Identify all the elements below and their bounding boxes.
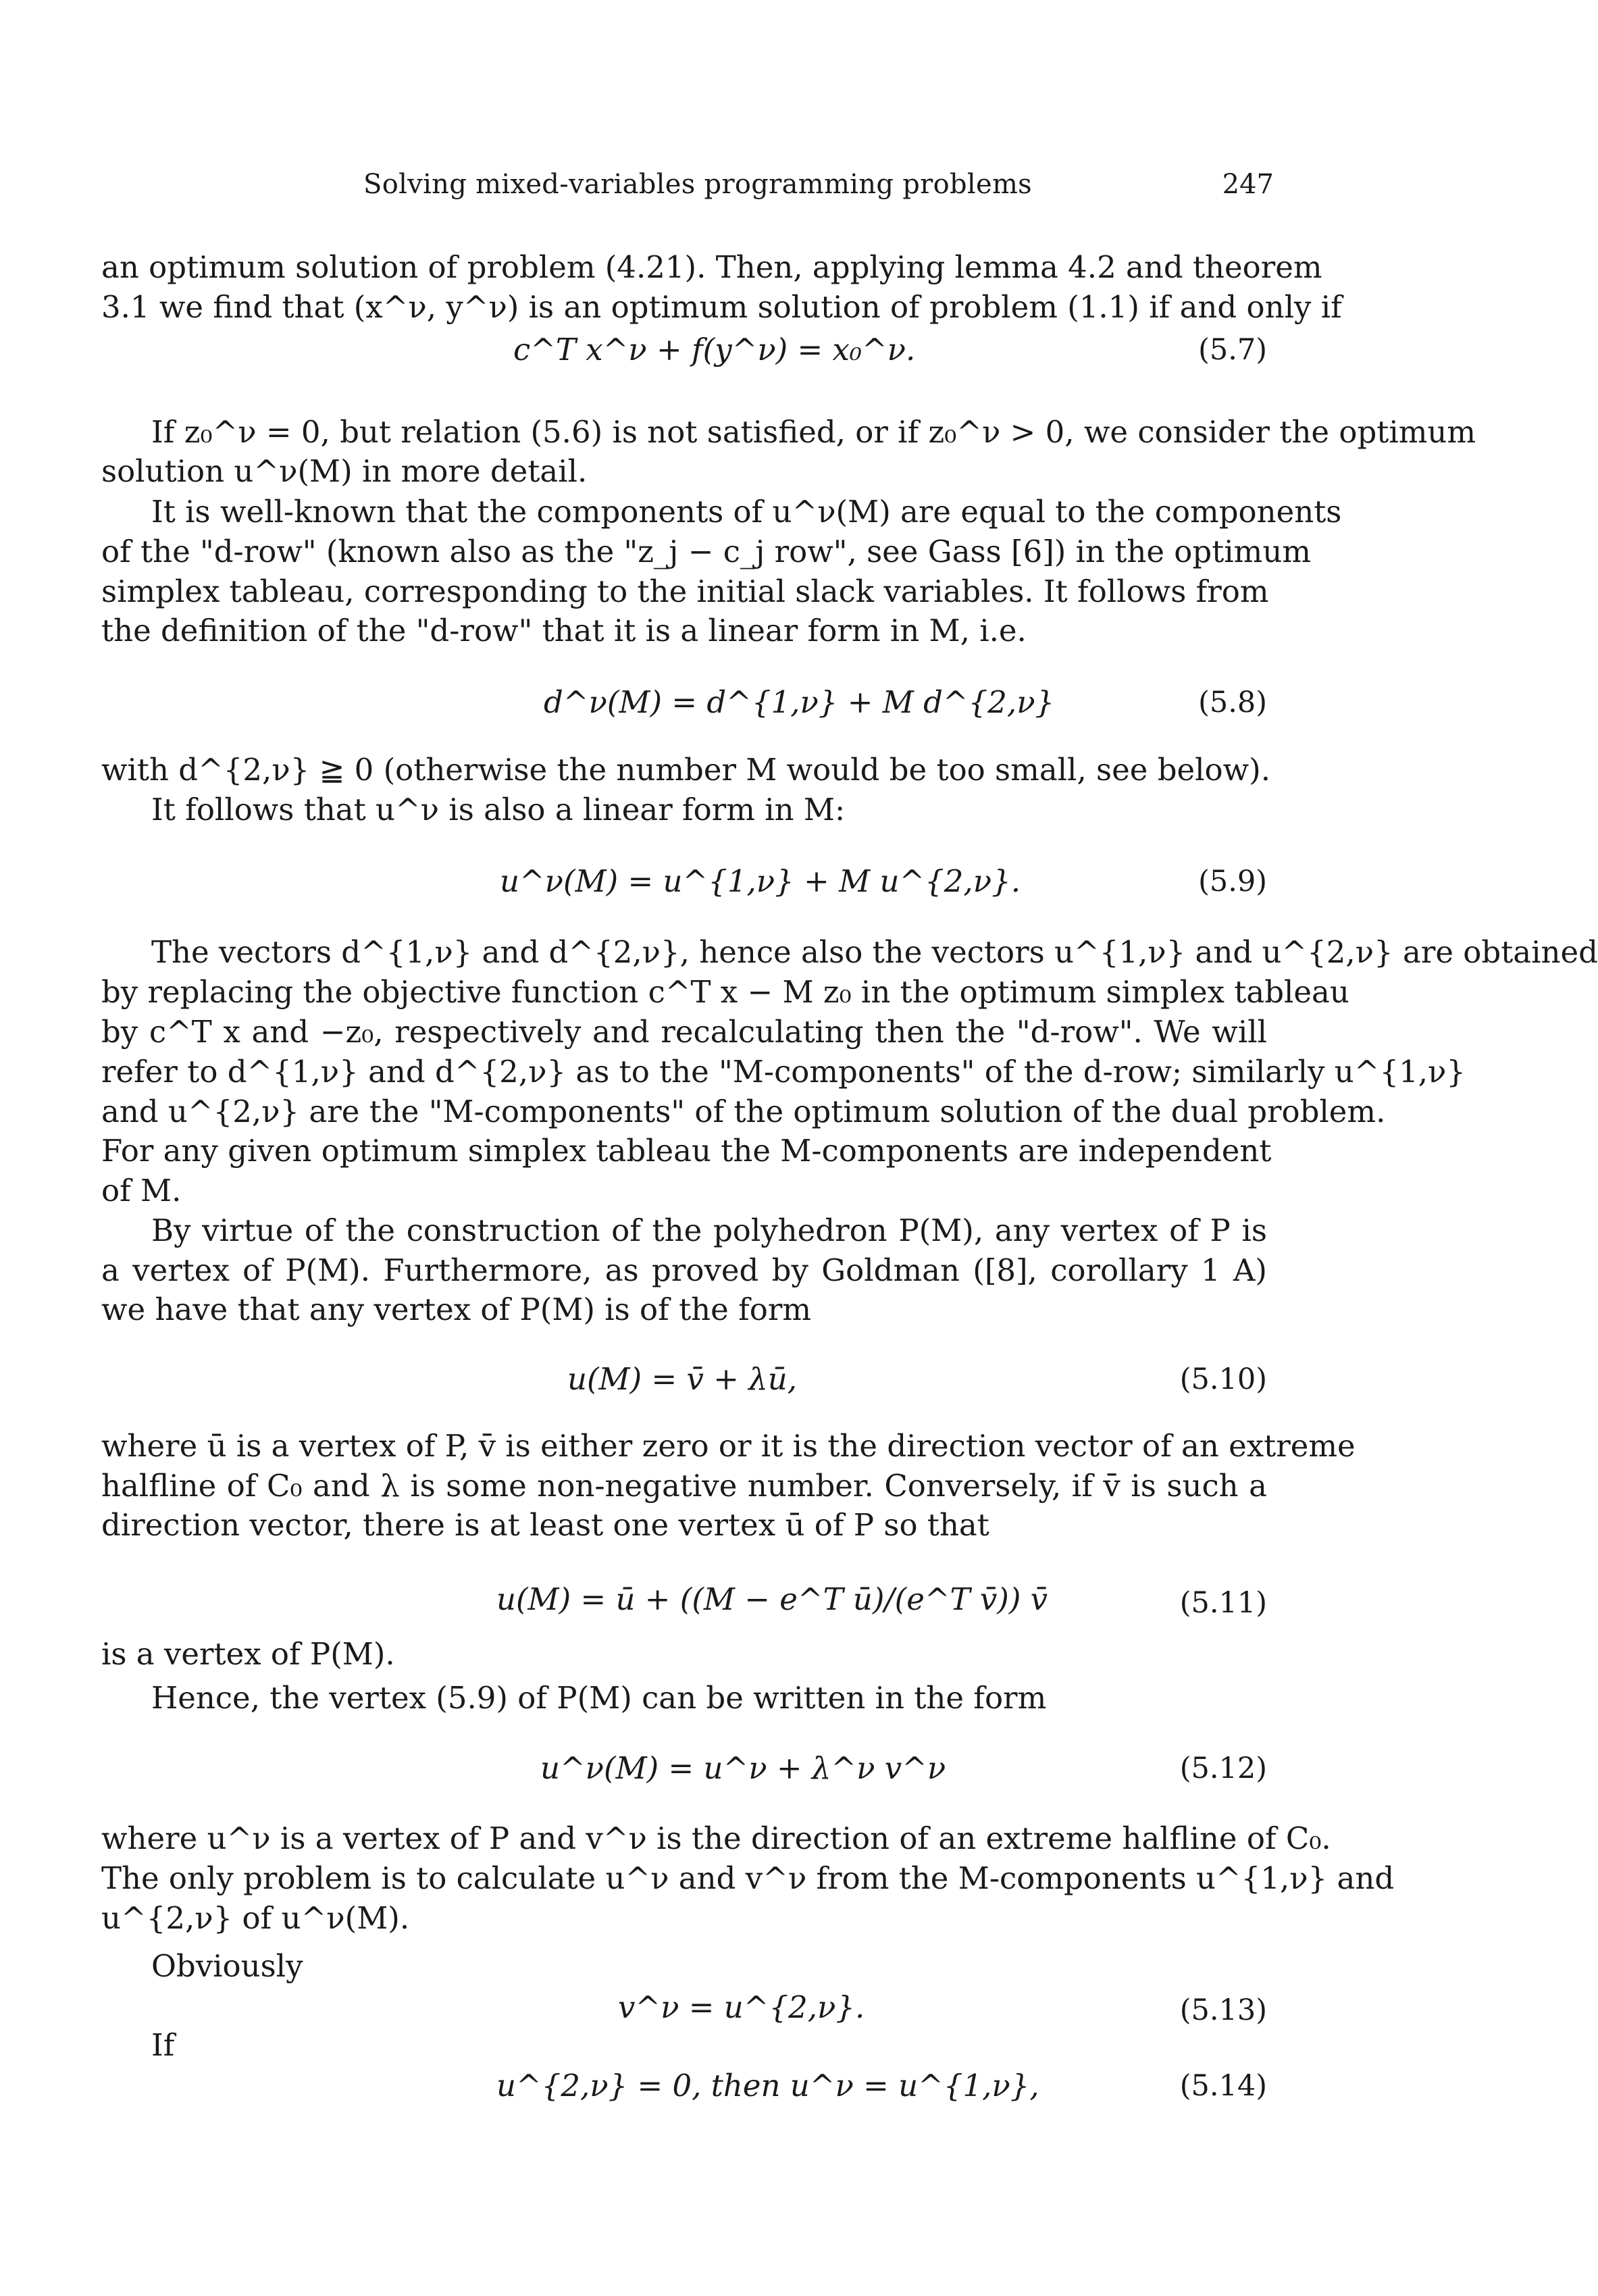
text-line: u^{2,ν} of u^ν(M). bbox=[101, 1900, 410, 1936]
text-line: by c^T x and −z₀, respectively and recalculating then the "d-row". We will bbox=[101, 1014, 1267, 1050]
text-line: an optimum solution of problem (4.21). Then, applying lemma 4.2 and theorem bbox=[101, 249, 1322, 285]
text-line: and u^{2,ν} are the "M-components" of the optimum solution of the dual problem. bbox=[101, 1094, 1386, 1129]
equation-5-10: u(M) = v̄ + λū, bbox=[567, 1361, 798, 1397]
equation-number: (5.12) bbox=[1179, 1752, 1267, 1785]
text-line: a vertex of P(M). Furthermore, as proved by Goldman ([8], corollary 1 A) bbox=[101, 1252, 1267, 1288]
text-line: It is well-known that the components of u^ν(M) are equal to the components bbox=[151, 494, 1342, 530]
text-line: 3.1 we find that (x^ν, y^ν) is an optimum solution of problem (1.1) if and only if bbox=[101, 289, 1342, 325]
text-line: with d^{2,ν} ≧ 0 (otherwise the number M would be too small, see below). bbox=[101, 752, 1271, 788]
equation-number: (5.13) bbox=[1179, 1993, 1267, 2027]
text-line: The vectors d^{1,ν} and d^{2,ν}, hence also the vectors u^{1,ν} and u^{2,ν} are obtained bbox=[151, 934, 1598, 970]
text-line: the definition of the "d-row" that it is a linear form in M, i.e. bbox=[101, 613, 1027, 648]
text-line: Obviously bbox=[151, 1948, 303, 1984]
text-line: If bbox=[151, 2027, 175, 2063]
equation-5-8: d^ν(M) = d^{1,ν} + M d^{2,ν} bbox=[544, 684, 1055, 720]
text-line: If z₀^ν = 0, but relation (5.6) is not satisfied, or if z₀^ν > 0, we consider the optimum bbox=[151, 414, 1476, 450]
text-line: by replacing the objective function c^T x − M z₀ in the optimum simplex tableau bbox=[101, 974, 1349, 1010]
text-line: is a vertex of P(M). bbox=[101, 1636, 395, 1672]
text-line: where u^ν is a vertex of P and v^ν is the direction of an extreme halfline of C₀. bbox=[101, 1820, 1331, 1856]
equation-5-13: v^ν = u^{2,ν}. bbox=[618, 1989, 865, 2025]
text-line: For any given optimum simplex tableau the M-components are independent bbox=[101, 1133, 1272, 1169]
equation-5-9: u^ν(M) = u^{1,ν} + M u^{2,ν}. bbox=[500, 863, 1021, 899]
equation-5-11: u(M) = ū + ((M − e^T ū)/(e^T v̄)) v̄ bbox=[496, 1581, 1048, 1617]
equation-5-14: u^{2,ν} = 0, then u^ν = u^{1,ν}, bbox=[496, 2068, 1039, 2103]
text-line: solution u^ν(M) in more detail. bbox=[101, 453, 588, 489]
text-line: Hence, the vertex (5.9) of P(M) can be written in the form bbox=[151, 1680, 1047, 1716]
text-line: of the "d-row" (known also as the "z_j − c_j row", see Gass [6]) in the optimum bbox=[101, 534, 1311, 569]
text-line: By virtue of the construction of the polyhedron P(M), any vertex of P is bbox=[151, 1213, 1267, 1248]
text-line: halfline of C₀ and λ is some non-negative number. Conversely, if v̄ is such a bbox=[101, 1468, 1267, 1504]
equation-5-7: c^T x^ν + f(y^ν) = x₀^ν. bbox=[513, 332, 916, 367]
text-line: we have that any vertex of P(M) is of the form bbox=[101, 1292, 811, 1327]
equation-number: (5.11) bbox=[1179, 1586, 1267, 1620]
equation-number: (5.9) bbox=[1198, 865, 1267, 898]
equation-number: (5.10) bbox=[1179, 1362, 1267, 1396]
page-header bbox=[0, 169, 1383, 209]
text-line: It follows that u^ν is also a linear form in M: bbox=[151, 792, 846, 827]
text-line: where ū is a vertex of P, v̄ is either zero or it is the direction vector of an extreme bbox=[101, 1428, 1356, 1464]
text-line: The only problem is to calculate u^ν and v^ν from the M-components u^{1,ν} and bbox=[101, 1860, 1395, 1896]
running-title: Solving mixed-variables programming problems bbox=[363, 169, 1032, 200]
text-line: of M. bbox=[101, 1173, 182, 1208]
equation-5-12: u^ν(M) = u^ν + λ^ν v^ν bbox=[540, 1750, 946, 1786]
equation-number: (5.7) bbox=[1198, 333, 1267, 367]
text-line: refer to d^{1,ν} and d^{2,ν} as to the "M-components" of the d-row; similarly u^{1,ν} bbox=[101, 1054, 1466, 1090]
page-number: 247 bbox=[1222, 169, 1274, 200]
equation-number: (5.14) bbox=[1179, 2069, 1267, 2103]
text-line: direction vector, there is at least one vertex ū of P so that bbox=[101, 1507, 989, 1543]
equation-number: (5.8) bbox=[1198, 686, 1267, 719]
text-line: simplex tableau, corresponding to the initial slack variables. It follows from bbox=[101, 573, 1269, 609]
